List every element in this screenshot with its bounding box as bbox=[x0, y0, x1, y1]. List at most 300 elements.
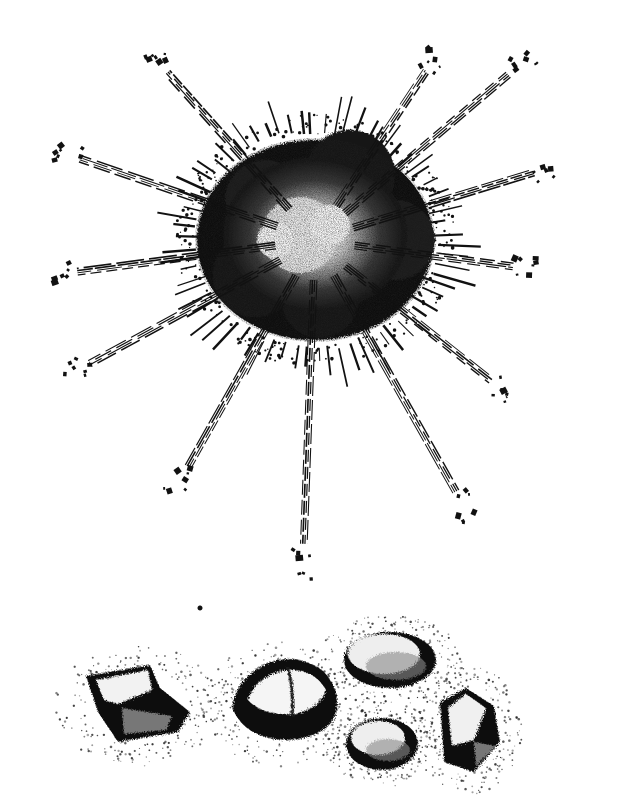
dust-speck bbox=[234, 724, 237, 727]
dust-speck bbox=[459, 658, 461, 660]
dust-speck bbox=[505, 693, 507, 695]
dust-speck bbox=[516, 717, 518, 719]
dust-speck bbox=[155, 752, 157, 754]
dust-speck bbox=[391, 702, 392, 703]
dust-speck bbox=[328, 636, 329, 637]
dust-speck bbox=[457, 683, 460, 686]
dust-speck bbox=[390, 774, 392, 776]
dust-speck bbox=[92, 727, 93, 728]
dust-speck bbox=[109, 656, 111, 658]
dust-speck bbox=[207, 694, 209, 696]
dust-speck bbox=[447, 658, 449, 660]
dust-speck bbox=[364, 686, 365, 687]
dust-speck bbox=[458, 672, 460, 674]
dust-speck bbox=[234, 754, 235, 755]
dust-speck bbox=[117, 755, 119, 757]
dust-speck bbox=[471, 791, 473, 793]
dust-speck bbox=[422, 747, 423, 748]
dust-speck bbox=[201, 738, 203, 740]
dust-speck bbox=[388, 714, 391, 717]
dust-speck bbox=[410, 776, 411, 777]
dust-speck bbox=[302, 751, 304, 753]
halo-speckle bbox=[282, 135, 286, 139]
halo-speckle bbox=[450, 239, 453, 242]
dust-speck bbox=[353, 767, 355, 769]
dust-speck bbox=[441, 656, 442, 657]
dust-speck bbox=[368, 711, 370, 713]
dust-speck bbox=[434, 772, 436, 774]
halo-speckle bbox=[435, 302, 437, 304]
dust-speck bbox=[327, 674, 329, 676]
dust-speck bbox=[459, 674, 461, 676]
dust-speck bbox=[163, 664, 165, 666]
fragment-oval-pebble-bottom bbox=[346, 718, 418, 770]
dust-speck bbox=[448, 633, 450, 635]
dust-speck bbox=[404, 616, 406, 618]
dust-speck bbox=[125, 657, 127, 659]
dust-speck bbox=[92, 657, 94, 659]
halo-speckle bbox=[361, 122, 364, 125]
dust-speck bbox=[280, 765, 282, 767]
dust-speck bbox=[139, 650, 141, 652]
dust-speck bbox=[367, 622, 369, 624]
halo-speckle bbox=[433, 221, 435, 223]
halo-speckle bbox=[389, 323, 391, 325]
dust-speck bbox=[490, 697, 491, 698]
halo-speckle bbox=[274, 341, 277, 344]
dust-speck bbox=[437, 739, 438, 740]
dust-speck bbox=[421, 722, 422, 723]
dust-speck bbox=[411, 685, 413, 687]
dust-speck bbox=[470, 678, 472, 680]
dust-speck bbox=[456, 652, 458, 654]
dust-speck bbox=[136, 655, 138, 657]
halo-speckle bbox=[188, 242, 191, 245]
halo-speckle bbox=[273, 133, 276, 136]
dust-speck bbox=[505, 689, 507, 691]
dust-speck bbox=[503, 748, 505, 750]
dust-speck bbox=[361, 709, 364, 712]
dust-speck bbox=[387, 776, 388, 777]
dust-speck bbox=[342, 672, 344, 674]
dust-speck bbox=[240, 658, 241, 659]
dust-speck bbox=[74, 666, 76, 668]
dust-speck bbox=[501, 769, 502, 770]
dust-speck bbox=[343, 674, 345, 676]
dust-speck bbox=[434, 677, 436, 679]
halo-speckle bbox=[275, 128, 278, 131]
dust-speck bbox=[508, 716, 510, 718]
dust-speck bbox=[228, 667, 229, 668]
dust-speck bbox=[346, 754, 347, 755]
dust-speck bbox=[217, 713, 219, 715]
dust-speck bbox=[258, 762, 260, 764]
dust-speck bbox=[114, 750, 116, 752]
dust-speck bbox=[415, 629, 417, 631]
halo-speckle bbox=[409, 309, 411, 311]
halo-speckle bbox=[431, 272, 433, 274]
halo-speckle bbox=[214, 176, 216, 178]
halo-speckle bbox=[362, 337, 364, 339]
halo-speckle bbox=[343, 119, 345, 121]
dust-speck bbox=[419, 725, 420, 726]
dust-speck bbox=[238, 726, 239, 727]
dust-speck bbox=[419, 720, 421, 722]
dust-speck bbox=[214, 718, 216, 720]
dust-speck bbox=[223, 719, 225, 721]
halo-speckle bbox=[235, 322, 238, 325]
dust-speck bbox=[433, 633, 435, 635]
dust-speck bbox=[464, 788, 467, 791]
dust-speck bbox=[480, 668, 481, 669]
dust-speck bbox=[246, 746, 248, 748]
dust-speck bbox=[273, 755, 274, 756]
dust-speck bbox=[303, 754, 305, 756]
dust-speck bbox=[455, 668, 456, 669]
dust-speck bbox=[211, 685, 213, 687]
halo-speckle bbox=[293, 361, 296, 364]
fragment-oval-pebble-top bbox=[344, 632, 436, 688]
dust-speck bbox=[348, 719, 350, 721]
dust-speck bbox=[436, 739, 437, 740]
halo-speckle bbox=[210, 309, 212, 311]
dust-speck bbox=[87, 734, 90, 737]
dust-speck bbox=[255, 760, 257, 762]
dust-speck bbox=[192, 686, 194, 688]
dust-speck bbox=[222, 715, 224, 717]
halo-speckle bbox=[197, 173, 199, 175]
dust-speck bbox=[350, 774, 353, 777]
dust-speck bbox=[395, 785, 396, 786]
halo-speckle bbox=[366, 343, 367, 344]
debris-chip bbox=[533, 260, 539, 265]
dust-speck bbox=[417, 621, 419, 623]
halo-speckle bbox=[423, 284, 425, 286]
dust-speck bbox=[97, 735, 99, 737]
dust-speck bbox=[361, 624, 362, 625]
halo-speckle bbox=[300, 115, 302, 117]
dust-speck bbox=[423, 709, 425, 711]
dust-speck bbox=[343, 743, 345, 745]
dust-speck bbox=[414, 709, 416, 711]
dust-speck bbox=[254, 756, 255, 757]
dust-speck bbox=[236, 736, 238, 738]
dust-speck bbox=[408, 775, 410, 777]
halo-speckle bbox=[317, 133, 318, 134]
dust-speck bbox=[80, 718, 81, 719]
dust-speck bbox=[445, 678, 448, 681]
halo-speckle bbox=[376, 338, 378, 340]
dust-speck bbox=[90, 750, 92, 752]
dust-speck bbox=[313, 745, 315, 747]
halo-speckle bbox=[176, 233, 179, 236]
dust-speck bbox=[55, 692, 57, 694]
dust-speck bbox=[276, 749, 278, 751]
halo-speckle bbox=[448, 233, 450, 235]
halo-speckle bbox=[212, 170, 213, 171]
halo-speckle bbox=[198, 177, 201, 180]
dust-speck bbox=[340, 641, 342, 643]
dust-speck bbox=[385, 620, 387, 622]
dust-speck bbox=[317, 665, 319, 667]
debris-chip bbox=[308, 554, 311, 557]
halo-speckle bbox=[222, 320, 224, 322]
dust-speck bbox=[451, 654, 453, 656]
dust-speck bbox=[117, 750, 119, 752]
debris-chip bbox=[87, 363, 92, 367]
dust-speck bbox=[432, 718, 434, 720]
dust-speck bbox=[194, 718, 196, 720]
dust-speck bbox=[405, 708, 407, 710]
dust-speck bbox=[408, 697, 410, 699]
dust-speck bbox=[231, 684, 233, 686]
halo-speckle bbox=[359, 342, 361, 344]
dust-speck bbox=[363, 701, 364, 702]
halo-speckle bbox=[357, 125, 358, 126]
dust-speck bbox=[430, 726, 432, 728]
halo-speckle bbox=[324, 123, 327, 126]
dust-speck bbox=[451, 778, 452, 779]
dust-speck bbox=[410, 702, 411, 703]
halo-speckle bbox=[428, 172, 430, 174]
dust-speck bbox=[263, 649, 265, 651]
dust-speck bbox=[425, 756, 427, 758]
dust-speck bbox=[180, 670, 183, 673]
halo-speckle bbox=[281, 355, 283, 357]
dust-speck bbox=[363, 699, 364, 700]
dust-speck bbox=[495, 777, 497, 779]
dust-speck bbox=[169, 755, 171, 757]
dust-speck bbox=[241, 677, 244, 680]
dust-speck bbox=[175, 652, 177, 654]
dust-speck bbox=[447, 665, 449, 667]
dust-speck bbox=[496, 756, 497, 757]
dust-speck bbox=[185, 689, 187, 691]
dust-speck bbox=[178, 676, 179, 677]
halo-speckle bbox=[269, 354, 272, 357]
halo-speckle bbox=[405, 322, 407, 324]
debris-chip bbox=[186, 472, 189, 475]
dust-speck bbox=[62, 725, 64, 727]
dust-speck bbox=[128, 753, 130, 755]
dust-speck bbox=[216, 733, 218, 735]
halo-speckle bbox=[220, 145, 223, 148]
halo-spike bbox=[309, 112, 310, 134]
halo-speckle bbox=[434, 177, 435, 178]
dust-speck bbox=[267, 643, 269, 645]
dust-speck bbox=[240, 680, 241, 681]
halo-speckle bbox=[390, 142, 393, 145]
dust-speck bbox=[201, 709, 203, 711]
dust-speck bbox=[429, 625, 431, 627]
dust-speck bbox=[425, 745, 427, 747]
dust-speck bbox=[435, 702, 437, 704]
dust-speck bbox=[210, 707, 212, 709]
dust-speck bbox=[214, 702, 216, 704]
halo-speckle bbox=[434, 287, 436, 289]
dust-speck bbox=[429, 737, 431, 739]
dust-speck bbox=[482, 777, 484, 779]
dust-speck bbox=[448, 637, 450, 639]
dust-speck bbox=[149, 761, 150, 762]
dust-speck bbox=[307, 740, 308, 741]
dust-speck bbox=[425, 769, 427, 771]
dust-speck bbox=[402, 631, 404, 633]
dust-speck bbox=[385, 700, 387, 702]
halo-speckle bbox=[436, 177, 438, 179]
dust-speck bbox=[197, 665, 199, 667]
dust-speck bbox=[438, 680, 439, 681]
dust-speck bbox=[505, 722, 507, 724]
dust-speck bbox=[59, 718, 61, 720]
dust-speck bbox=[517, 732, 518, 733]
halo-speckle bbox=[296, 348, 298, 350]
dust-speck bbox=[196, 732, 197, 733]
debris-chip bbox=[163, 487, 165, 490]
dust-speck bbox=[512, 759, 514, 761]
dust-speck bbox=[177, 735, 179, 737]
dust-speck bbox=[333, 757, 335, 759]
halo-speckle bbox=[385, 140, 387, 142]
dust-speck bbox=[134, 750, 136, 752]
dust-speck bbox=[494, 763, 497, 766]
debris-chip bbox=[548, 166, 554, 172]
halo-speckle bbox=[184, 239, 187, 242]
dust-speck bbox=[485, 682, 487, 684]
dust-speck bbox=[374, 771, 375, 772]
dust-speck bbox=[167, 746, 169, 748]
dust-speck bbox=[328, 659, 329, 660]
dust-speck bbox=[396, 713, 398, 715]
dust-speck bbox=[411, 716, 413, 718]
dust-speck bbox=[499, 750, 501, 752]
dust-speck bbox=[420, 690, 422, 692]
dust-speck bbox=[351, 637, 353, 639]
dust-speck bbox=[328, 738, 330, 740]
dust-speck bbox=[331, 724, 333, 726]
dust-speck bbox=[218, 701, 220, 703]
dust-speck bbox=[73, 705, 75, 707]
dust-speck bbox=[132, 762, 133, 763]
dust-speck bbox=[456, 662, 458, 664]
dust-speck bbox=[345, 736, 346, 737]
dust-speck bbox=[437, 630, 439, 632]
halo-speckle bbox=[437, 191, 440, 194]
dust-speck bbox=[88, 750, 90, 752]
dust-speck bbox=[497, 768, 499, 770]
halo-speckle bbox=[178, 236, 181, 239]
dust-speck bbox=[207, 677, 209, 679]
dust-speck bbox=[497, 706, 499, 708]
dust-speck bbox=[115, 655, 116, 656]
dust-speck bbox=[507, 749, 509, 751]
dust-speck bbox=[454, 672, 456, 674]
dust-speck bbox=[178, 662, 180, 664]
dust-speck bbox=[504, 716, 506, 718]
dust-speck bbox=[429, 700, 430, 701]
dust-speck bbox=[356, 706, 358, 708]
dust-speck bbox=[147, 743, 149, 745]
dust-speck bbox=[189, 674, 192, 677]
dust-speck bbox=[413, 716, 416, 719]
dust-speck bbox=[177, 737, 179, 739]
dust-speck bbox=[350, 763, 352, 765]
debris-chip bbox=[54, 279, 56, 281]
dust-speck bbox=[409, 690, 411, 692]
dust-speck bbox=[193, 743, 194, 744]
dust-speck bbox=[326, 754, 328, 756]
halo-speckle bbox=[293, 131, 294, 132]
dust-speck bbox=[438, 682, 440, 684]
dust-speck bbox=[496, 688, 498, 690]
dust-speck bbox=[520, 723, 522, 725]
dust-speck bbox=[338, 672, 339, 673]
dust-speck bbox=[137, 660, 139, 662]
dust-speck bbox=[238, 729, 240, 731]
dust-speck bbox=[221, 679, 223, 681]
halo-speckle bbox=[447, 213, 450, 216]
dust-speck bbox=[479, 791, 481, 793]
dust-speck bbox=[84, 715, 86, 717]
halo-speckle bbox=[278, 342, 281, 345]
dust-speck bbox=[379, 776, 381, 778]
dust-speck bbox=[205, 677, 206, 678]
dust-speck bbox=[335, 742, 337, 744]
halo-speckle bbox=[215, 180, 217, 182]
dust-speck bbox=[397, 718, 399, 720]
dust-speck bbox=[446, 673, 448, 675]
dust-speck bbox=[117, 758, 119, 760]
dust-speck bbox=[367, 768, 369, 770]
dust-speck bbox=[390, 711, 391, 712]
dust-speck bbox=[432, 626, 434, 628]
dust-speck bbox=[330, 668, 333, 671]
dust-speck bbox=[486, 671, 488, 673]
dust-speck bbox=[420, 736, 422, 738]
halo-speckle bbox=[439, 243, 441, 245]
halo-speckle bbox=[194, 275, 197, 278]
dust-speck bbox=[406, 774, 408, 776]
dust-speck bbox=[145, 745, 146, 746]
debris-chip bbox=[468, 493, 470, 496]
dust-speck bbox=[418, 728, 419, 729]
dust-speck bbox=[214, 698, 215, 699]
dust-speck bbox=[377, 712, 379, 714]
dust-speck bbox=[342, 662, 343, 663]
halo-speckle bbox=[246, 147, 249, 150]
dust-speck bbox=[364, 718, 366, 720]
dust-speck bbox=[341, 681, 343, 683]
debris-chip bbox=[164, 53, 167, 55]
dust-speck bbox=[171, 676, 172, 677]
dust-speck bbox=[454, 646, 456, 648]
dust-speck bbox=[367, 771, 369, 773]
dust-speck bbox=[360, 768, 362, 770]
dust-speck bbox=[275, 646, 278, 649]
dust-speck bbox=[337, 686, 338, 687]
dust-speck bbox=[242, 662, 244, 664]
dust-speck bbox=[78, 674, 80, 676]
halo-speckle bbox=[216, 163, 217, 164]
dust-speck bbox=[383, 703, 384, 704]
dust-speck bbox=[230, 672, 231, 673]
dust-speck bbox=[399, 694, 401, 696]
dust-speck bbox=[492, 681, 494, 683]
dust-speck bbox=[163, 742, 165, 744]
halo-speckle bbox=[429, 277, 432, 280]
dust-speck bbox=[277, 658, 279, 660]
halo-speckle bbox=[187, 224, 190, 227]
